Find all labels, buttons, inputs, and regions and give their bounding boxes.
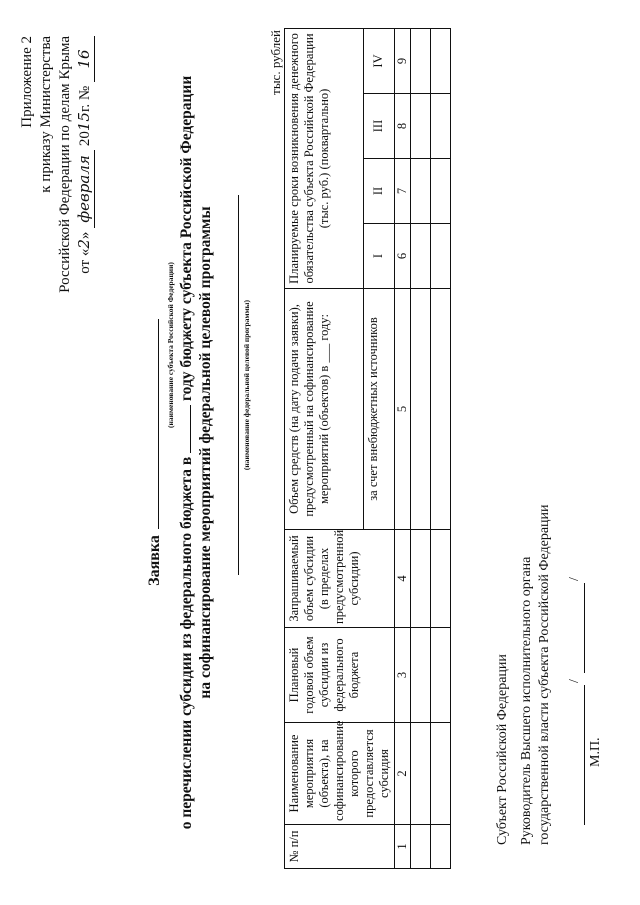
table-cell[interactable] [411,94,431,159]
table-cell[interactable] [411,289,431,530]
table-cell[interactable] [431,825,451,869]
name-blank [570,583,585,673]
signature-slash: / [567,679,582,683]
signature-line [567,525,586,825]
unit-label: тыс. рублей [268,30,283,95]
title-line-3: на софинансирование мероприятий федеральной целевой программы [197,206,214,699]
quarter-1-header: I [363,224,394,289]
signer-title-line-1: Руководитель Высшего исполнительного органа [519,556,534,845]
subsidy-table [284,28,451,869]
program-name-blank [238,195,239,575]
signer-subject: Субъект Российской Федерации [495,654,510,845]
signer-title-line-2: государственной власти субъекта Российской Федерации [537,504,552,845]
subject-name-blank [158,319,159,529]
column-number: 8 [395,94,411,159]
column-number: 6 [395,224,411,289]
document-title: Заявка [146,0,164,905]
quarter-4-header: IV [363,28,394,93]
column-number: 3 [395,628,411,723]
table-cell[interactable] [411,28,431,93]
col-number-header: № п/п [285,825,395,869]
table-cell[interactable] [431,94,451,159]
column-number: 4 [395,530,411,628]
appendix-header [18,36,95,366]
table-cell[interactable] [411,825,431,869]
col-terms-header: Планируемые сроки возникновения денежного обязательства субъекта Российской Федерации (тыс. руб.) (поквартально) [285,28,364,288]
table-row [431,28,451,868]
table-cell[interactable] [411,159,431,224]
col-funds-subheader: за счет внебюджетных источников [363,289,394,530]
order-year: 15 [75,112,93,132]
signature-slash: / [567,577,582,581]
table-cell[interactable] [431,28,451,93]
table-cell[interactable] [431,723,451,825]
table-cell[interactable] [431,530,451,628]
year-blank [190,405,191,453]
table-cell[interactable] [431,628,451,723]
signature-blank [570,685,585,825]
col-event-header: Наименование мероприятия (объекта), на софинансирование которого предоставляется субсидия [285,723,395,825]
column-number: 1 [395,825,411,869]
column-number: 7 [395,159,411,224]
column-numbers-row [395,28,411,868]
table-cell[interactable] [411,723,431,825]
program-caption: (наименование федеральной целевой программы) [242,299,251,471]
quarter-3-header: III [363,94,394,159]
table-cell[interactable] [431,224,451,289]
order-date-number: от «2» февраля 2015г. № 16 [75,36,95,366]
appendix-title: Приложение 2 [19,36,35,128]
order-line: к приказу Министерства [38,36,54,193]
column-number: 2 [395,723,411,825]
title-line-2: о перечислении субсидии из федерального бюджета в году бюджету субъекта Российской Федерации [178,75,195,830]
quarter-2-header: II [363,159,394,224]
column-number: 5 [395,289,411,530]
column-number: 9 [395,28,411,93]
subject-caption: (наименование субъекта Российской Федерации) [166,262,175,428]
table-cell[interactable] [411,530,431,628]
stamp-place: М.П. [588,737,603,767]
table-row [411,28,431,868]
col-planned-header: Плановый годовой объем субсидии из федерального бюджета [285,628,395,723]
order-month: февраля [75,150,95,228]
order-number: 16 [75,36,95,82]
table-cell[interactable] [411,224,431,289]
table-cell[interactable] [411,628,431,723]
table-header-row [285,28,364,868]
table-cell[interactable] [431,159,451,224]
order-day: 2 [75,239,93,249]
ministry-line: Российской Федерации по делам Крыма [57,36,73,293]
col-funds-header: Объем средств (на дату подачи заявки), предусмотренный на софинансирование мероприятий (объектов) в ___ году: [285,289,364,530]
table-cell[interactable] [431,289,451,530]
col-requested-header: Запрашиваемый объем субсидии (в пределах предусмотренной субсидии) [285,530,395,628]
